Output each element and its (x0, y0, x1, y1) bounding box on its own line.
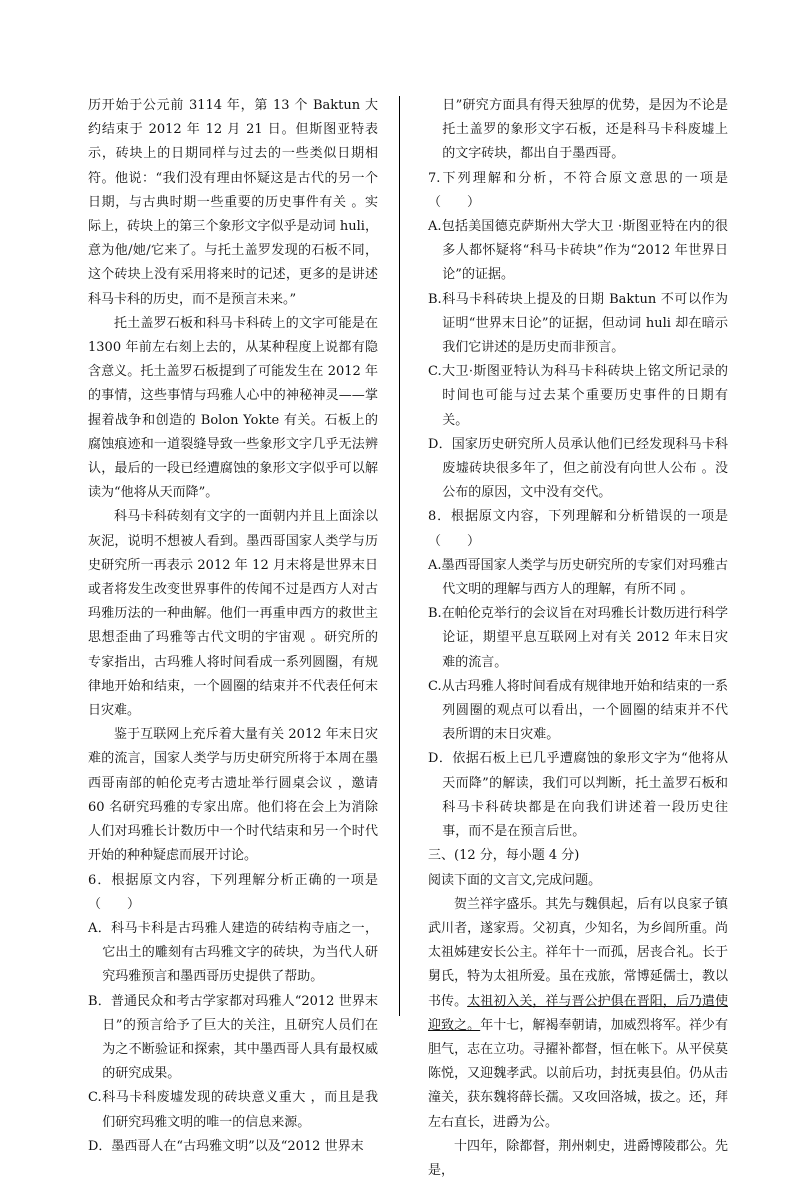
question-6-option-d: D．墨西哥人在“古玛雅文明”以及“2012 世界末 (88, 1138, 364, 1154)
left-column (88, 94, 378, 1159)
question-8-option-a: A.墨西哥国家人类学与历史研究所的专家们对玛雅古代文明的理解与西方人的理解，有所不同 。 (428, 557, 728, 598)
question-6-option-c: C.科马卡科废墟发现的砖块意义重大 ，而且是我们研究玛雅文明的唯一的信息来源。 (88, 1090, 378, 1130)
question-8-option-d: D．依据石板上已几乎遭腐蚀的象形文字为“他将从天而降”的解读，我们可以判断，托土盖罗石板和科马卡科砖块都是在向我们讲述着一段历史往事，而不是在预言后世。 (428, 751, 728, 840)
question-6-stem: 6．根据原文内容，下列理解分析正确的一项是（ ） (88, 872, 378, 912)
classical-text: 贺兰祥字盛乐。其先与魏俱起，后有以良家子镇武川者，遂家焉。父初真，少知名，为乡闾所重。尚太祖姊建安长公主。祥年十一而孤，居丧合礼。长于舅氏，特为太祖所爱。虽在戎旅，常博延儒士，教以书传。 (428, 896, 728, 1009)
underlined-sentence: 太祖初入关，祥与晋公护俱在晋阳，后乃遣使迎致之。 (428, 993, 728, 1033)
column-divider (399, 96, 400, 1016)
question-7-option-d: D．国家历史研究所人员承认他们已经发现科马卡科废墟砖块很多年了，但之前没有向世人公布 。没公布的原因，文中没有交代。 (428, 436, 728, 501)
passage-paragraph-1: 历开始于公元前 3114 年，第 13 个 Baktun 大约结束于 2012 年 12 月 21 日。但斯图亚特表示，砖块上的日期同样与过去的一些类似日期相符。他说：“我们没有理由怀疑这是古代的另一个日期，与古典时期一些重要的历史事件有关 。实际上，砖块上的第三个象形文字似乎是动词 huli，意为他/她/它来了。与托土盖罗发现的石板不同，这个砖块上没有采用将来时的记述，更多的是讲述科马卡科的历史，而不是预言未来。” (88, 98, 378, 307)
classical-passage-paragraph-2: 十四年，除都督，荆州刺史，进爵博陵郡公。先是， (428, 1138, 728, 1178)
right-column (428, 94, 728, 1183)
classical-passage-paragraph-1 (428, 893, 728, 1135)
question-6-option-a: A．科马卡科是古玛雅人建造的砖结构寺庙之一，它出土的雕刻有古玛雅文字的砖块，为当代人研究玛雅预言和墨西哥历史提供了帮助。 (88, 920, 378, 985)
question-8-stem: 8．根据原文内容，下列理解和分析错误的一项是（ ） (428, 509, 728, 549)
passage-paragraph-2: 托土盖罗石板和科马卡科砖上的文字可能是在 1300 年前左右刻上去的，从某种程度上说都有隐含意义。托土盖罗石板提到了可能发生在 2012 年的事情，这些事情与玛雅人心中的神秘神灵——掌握着战争和创造的 Bolon Yokte 有关。石板上的腐蚀痕迹和一道裂缝导致一些象形文字几乎无法辨认，最后的一段已经遭腐蚀的象形文字似乎可以解读为“他将从天而降”。 (88, 315, 378, 501)
passage-paragraph-3: 科马卡科砖刻有文字的一面朝内并且上面涂以灰泥，说明不想被人看到。墨西哥国家人类学与历史研究所一再表示 2012 年 12 月末将是世界末日或者将发生改变世界事件的传闻不过是西方人对古玛雅历法的一种曲解。他们一再重申西方的救世主思想歪曲了玛雅等古代文明的宇宙观 。研究所的专家指出，古玛雅人将时间看成一系列圆圈，有规律地开始和结束，一个圆圈的结束并不代表任何末日灾难。 (88, 509, 378, 719)
question-6-option-d-continued: 日”研究方面具有得天独厚的优势，是因为不论是托土盖罗的象形文字石板，还是科马卡科废墟上的文字砖块，都出自于墨西哥。 (442, 98, 728, 162)
question-7-stem: 7.下列理解和分析，不符合原文意思的一项是（ ） (428, 170, 728, 210)
question-7-option-c: C.大卫·斯图亚特认为科马卡科砖块上铭文所记录的时间也可能与过去某个重要历史事件的日期有关。 (428, 364, 728, 428)
question-7-option-a: A.包括美国德克萨斯州大学大卫 ·斯图亚特在内的很多人都怀疑将“科马卡砖块”作为“2012 年世界日论”的证据。 (428, 219, 728, 283)
question-8-option-b: B.在帕伦克举行的会议旨在对玛雅长计数历进行科学论证，期望平息互联网上对有关 2012 年末日灾难的流言。 (428, 606, 728, 670)
question-8-option-c: C.从古玛雅人将时间看成有规律地开始和结束的一系列圆圈的观点可以看出，一个圆圈的结束并不代表所谓的末日灾难。 (428, 678, 728, 743)
classical-text: 年十七，解褐奉朝请，加威烈将军。祥少有胆气，志在立功。寻擢补都督，恒在帐下。从平侯莫陈悦，又迎魏孝武。以前后功，封抚夷县伯。仍从击潼关，获东魏将薛长孺。又攻回洛城，拔之。还，拜左右直长，进爵为公。 (428, 1017, 728, 1130)
question-6-option-b: B．普通民众和考古学家都对玛雅人“2012 世界末日”的预言给予了巨大的关注，且研究人员们在为之不断验证和探索，其中墨西哥人具有最权威的研究成果。 (88, 993, 378, 1082)
question-7-option-b: B.科马卡科砖块上提及的日期 Baktun 不可以作为证明“世界末日论”的证据，但动词 huli 却在暗示我们它讲述的是历史而非预言。 (428, 291, 728, 356)
section-3-heading: 三、(12 分，每小题 4 分) (428, 848, 580, 864)
section-3-instruction: 阅读下面的文言文,完成问题。 (428, 872, 602, 888)
passage-paragraph-4: 鉴于互联网上充斥着大量有关 2012 年末日灾难的流言，国家人类学与历史研究所将于本周在墨西哥南部的帕伦克考古遗址举行圆桌会议 ，邀请 60 名研究玛雅的专家出席。他们将在会上为消除人们对玛雅长计数历中一个时代结束和另一个时代开始的种种疑虑而展开讨论。 (88, 727, 378, 864)
